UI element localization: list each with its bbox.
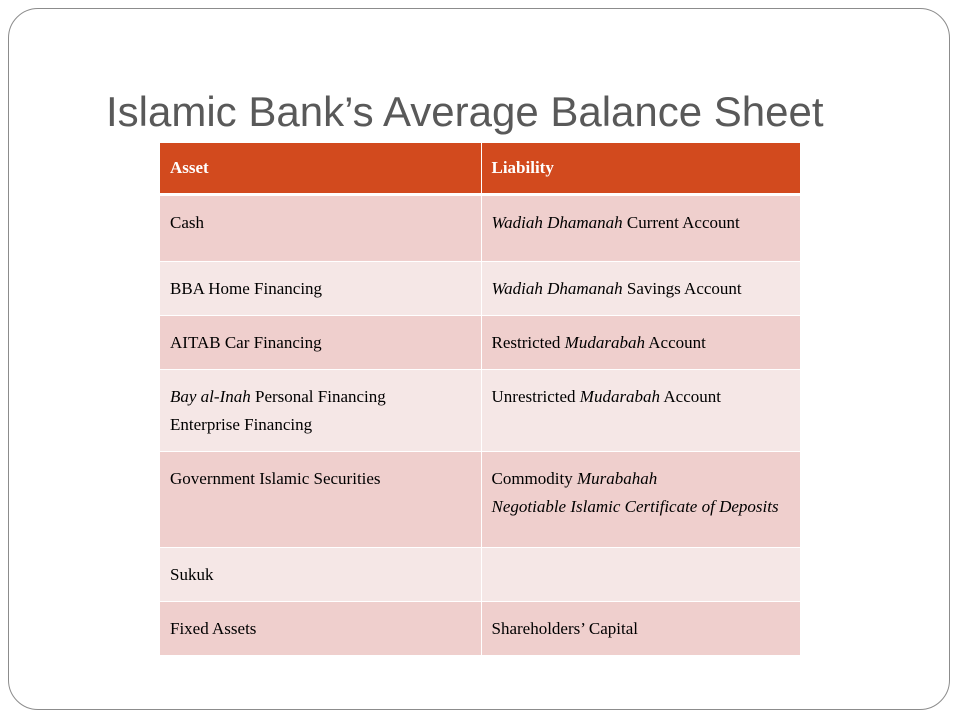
table-header-row <box>160 143 800 195</box>
table-row <box>160 262 800 316</box>
asset-cell <box>160 316 481 370</box>
table-row <box>160 452 800 548</box>
liability-cell <box>481 195 800 262</box>
asset-cell <box>160 262 481 316</box>
asset-text-line2: Enterprise Financing <box>170 415 313 434</box>
slide-title: Islamic Bank’s Average Balance Sheet <box>106 88 824 135</box>
asset-cell <box>160 602 481 656</box>
asset-cell <box>160 370 481 452</box>
asset-italic-term: Bay al-Inah <box>170 387 251 406</box>
liability-prefix: Unrestricted <box>491 387 580 406</box>
liability-cell <box>481 370 800 452</box>
liability-prefix: Commodity <box>491 469 577 488</box>
asset-text: AITAB Car Financing <box>170 333 322 352</box>
liability-text-line2: Negotiable Islamic Certificate of Deposits <box>491 497 779 516</box>
liability-cell <box>481 262 800 316</box>
liability-cell <box>481 602 800 656</box>
asset-text: Sukuk <box>170 565 214 584</box>
asset-cell <box>160 195 481 262</box>
asset-cell <box>160 452 481 548</box>
table-row <box>160 195 800 262</box>
asset-text: BBA Home Financing <box>170 279 323 298</box>
asset-text: Personal Financing <box>250 387 386 406</box>
asset-cell <box>160 548 481 602</box>
table-row <box>160 548 800 602</box>
table-row <box>160 602 800 656</box>
liability-text: Savings Account <box>622 279 742 298</box>
asset-text: Fixed Assets <box>170 619 257 638</box>
liability-text: Account <box>644 333 706 352</box>
liability-italic-term: Wadiah Dhamanah <box>491 279 623 298</box>
liability-cell <box>481 316 800 370</box>
liability-italic-term: Murabahah <box>576 469 658 488</box>
asset-text: Cash <box>170 213 204 232</box>
liability-italic-term: Mudarabah <box>579 387 661 406</box>
liability-text: Current Account <box>622 213 740 232</box>
liability-text: Shareholders’ Capital <box>491 619 639 638</box>
liability-text: Account <box>660 387 721 406</box>
table-row <box>160 316 800 370</box>
liability-italic-term: Mudarabah <box>564 333 645 352</box>
table-row <box>160 370 800 452</box>
liability-italic-term: Wadiah Dhamanah <box>491 213 623 232</box>
liability-cell <box>481 452 800 548</box>
liability-column-header: Liability <box>481 143 800 195</box>
asset-column-header: Asset <box>160 143 481 195</box>
liability-prefix: Restricted <box>491 333 565 352</box>
asset-text: Government Islamic Securities <box>170 469 381 488</box>
balance-sheet-table <box>160 143 800 655</box>
liability-cell <box>481 548 800 602</box>
